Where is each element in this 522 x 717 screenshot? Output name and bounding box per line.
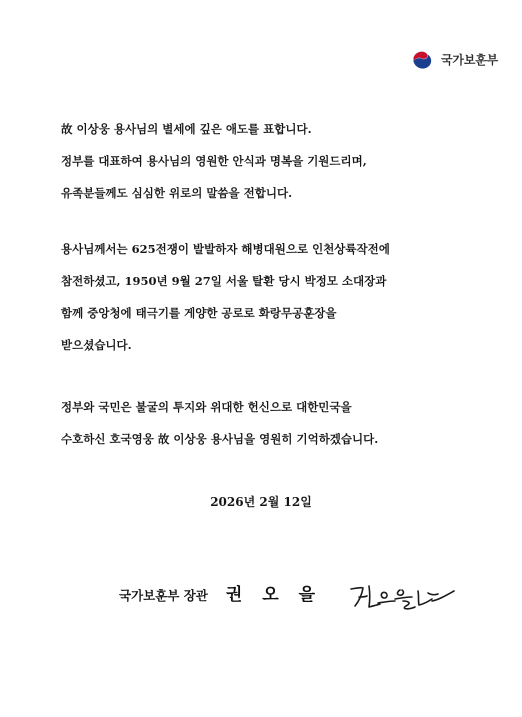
paragraph-line: 수호하신 호국영웅 故 이상웅 용사님을 영원히 기억하겠습니다.	[61, 432, 379, 446]
paragraph-line: 정부와 국민은 불굴의 투지와 위대한 헌신으로 대한민국을	[61, 400, 352, 414]
letter-date: 2026년 2월 12일	[210, 495, 312, 509]
signatory-name: 권 오 을	[225, 585, 322, 605]
signatory-title: 국가보훈부 장관	[119, 588, 208, 603]
ministry-name: 국가보훈부	[441, 52, 498, 67]
paragraph-condolence	[61, 113, 501, 209]
paragraph-line: 함께 중앙청에 태극기를 게양한 공로로 화랑무공훈장을	[61, 306, 337, 320]
paragraph-line: 참전하셨고, 1950년 9월 27일 서울 탈환 당시 박정모 소대장과	[61, 274, 387, 288]
taegeuk-emblem-icon	[411, 47, 435, 71]
signature-block	[119, 580, 322, 605]
paragraph-remembrance	[61, 391, 501, 455]
ministry-logo	[411, 47, 498, 71]
paragraph-line: 용사님께서는 625전쟁이 발발하자 해병대원으로 인천상륙작전에	[61, 242, 390, 256]
paragraph-line: 유족분들께도 심심한 위로의 말씀을 전합니다.	[61, 186, 293, 200]
paragraph-line: 정부를 대표하여 용사님의 영원한 안식과 명복을 기원드리며,	[61, 154, 367, 168]
paragraph-line: 받으셨습니다.	[61, 338, 132, 352]
paragraph-line: 故 이상웅 용사님의 별세에 깊은 애도를 표합니다.	[61, 122, 312, 136]
paragraph-service-record	[61, 233, 501, 361]
handwritten-signature	[348, 579, 458, 615]
